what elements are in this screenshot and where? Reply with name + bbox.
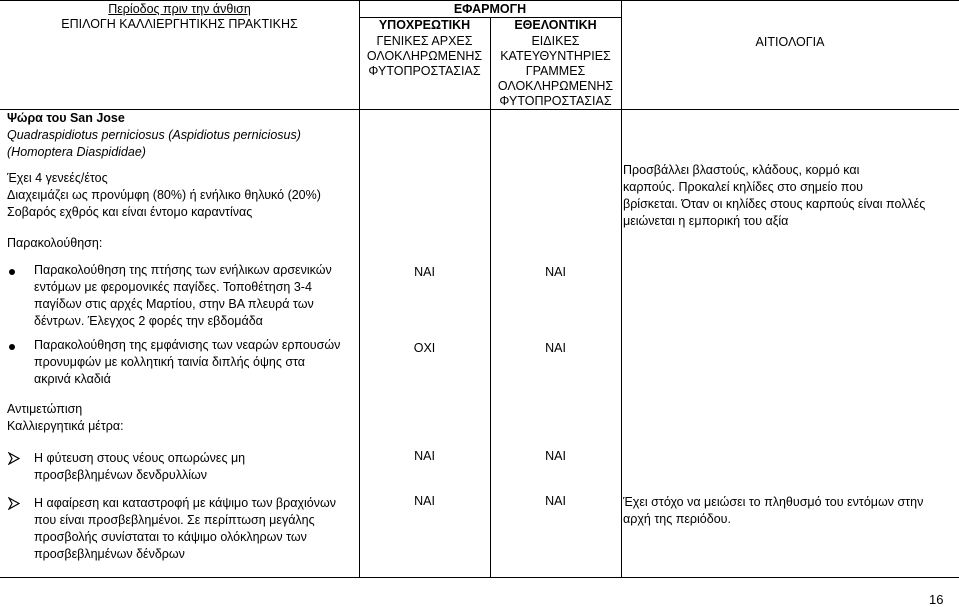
- page-number: 16: [929, 592, 944, 607]
- cultural-2-reason: Έχει στόχο να μειώσει το πληθυσμό του εντόμων στην αρχή της περιόδου.: [623, 495, 924, 526]
- description-line: Έχει 4 γενεές/έτος: [7, 171, 108, 185]
- bullet-icon: [9, 269, 15, 275]
- table-bottom-border: [0, 577, 959, 578]
- treatment-heading: Αντιμετώπιση: [7, 402, 83, 416]
- header-practice: ΕΠΙΛΟΓΗ ΚΑΛΛΙΕΡΓΗΤΙΚΗΣ ΠΡΑΚΤΙΚΗΣ: [61, 17, 298, 31]
- monitoring-item-1: Παρακολούθηση της πτήσης των ενήλικων αρσενικών εντόμων με φερομονικές παγίδες. Τοποθέτηση 3-4 παγίδων στις αρχές Μαρτίου, στην ΒΑ πλευρά των δέντρων. Έλεγχος 2 φορές την εβδομάδα: [34, 263, 332, 328]
- monitoring-item-2: Παρακολούθηση της εμφάνισης των νεαρών ερπουσών προνυμφών με κολλητική ταινία διπλής όψης στα ακρινά κλαδιά: [34, 338, 341, 386]
- description-line: Διαχειμάζει ως προνύμφη (80%) ή ενήλικο θηλυκό (20%): [7, 188, 321, 202]
- pest-description: [7, 170, 357, 221]
- header-mandatory: ΥΠΟΧΡΕΩΤΙΚΗ: [378, 18, 471, 32]
- pest-family: (Homoptera Diaspididae): [7, 145, 146, 159]
- cultural-2-optional: ΝΑΙ: [545, 494, 566, 508]
- header-mandatory-sub: ΓΕΝΙΚΕΣ ΑΡΧΕΣ ΟΛΟΚΛΗΡΩΜΕΝΗΣ ΦΥΤΟΠΡΟΣΤΑΣΙΑΣ: [366, 34, 483, 78]
- cultural-1-mandatory: ΝΑΙ: [414, 449, 435, 463]
- monitoring-2-optional: ΝΑΙ: [545, 341, 566, 355]
- header-period: Περίοδος πριν την άνθιση: [108, 2, 251, 16]
- header-application: ΕΦΑΡΜΟΓΗ: [453, 2, 527, 16]
- pest-latin-name: Quadraspidiotus perniciosus (Aspidiotus perniciosus): [7, 128, 301, 142]
- damage-description: Προσβάλλει βλαστούς, κλάδους, κορμό και καρπούς. Προκαλεί κηλίδες στο σημείο που βρίσκεται. Όταν οι κηλίδες στους καρπούς είναι πολλές μειώνεται η εμπορική του αξία: [623, 163, 926, 228]
- cultural-1-optional: ΝΑΙ: [545, 449, 566, 463]
- cultural-item-1: Η φύτευση στους νέους οπωρώνες μη προσβεβλημένων δενδρυλλίων: [34, 451, 246, 482]
- bullet-icon: [9, 344, 15, 350]
- cultural-measures-heading: Καλλιεργητικά μέτρα:: [7, 419, 124, 433]
- cultural-item-2: Η αφαίρεση και καταστροφή με κάψιμο των βραχιόνων που είναι προσβεβλημένοι. Σε περίπτωση μεγάλης προσβολής συνίσταται το κάψιμο ολόκληρων των προσβεβλημένων δένδρων: [34, 496, 336, 561]
- header-optional: ΕΘΕΛΟΝΤΙΚΗ: [514, 18, 597, 32]
- arrow-bullet-icon: [8, 452, 20, 467]
- monitoring-1-mandatory: ΝΑΙ: [414, 265, 435, 279]
- pest-name: Ψώρα του San Jose: [7, 111, 125, 125]
- cultural-2-mandatory: ΝΑΙ: [414, 494, 435, 508]
- header-reasoning: ΑΙΤΙΟΛΟΓΙΑ: [755, 35, 825, 49]
- monitoring-2-mandatory: ΟΧΙ: [413, 341, 436, 355]
- monitoring-heading: Παρακολούθηση:: [7, 236, 103, 250]
- description-line: Σοβαρός εχθρός και είναι έντομο καραντίνας: [7, 205, 253, 219]
- pest-block: [7, 110, 357, 161]
- arrow-bullet-icon: [8, 497, 20, 512]
- col-divider-1: [359, 0, 360, 578]
- monitoring-1-optional: ΝΑΙ: [545, 265, 566, 279]
- col-divider-3: [621, 0, 622, 578]
- header-optional-sub: ΕΙΔΙΚΕΣ ΚΑΤΕΥΘΥΝΤΗΡΙΕΣ ΓΡΑΜΜΕΣ ΟΛΟΚΛΗΡΩΜΕΝΗΣ ΦΥΤΟΠΡΟΣΤΑΣΙΑΣ: [497, 34, 614, 108]
